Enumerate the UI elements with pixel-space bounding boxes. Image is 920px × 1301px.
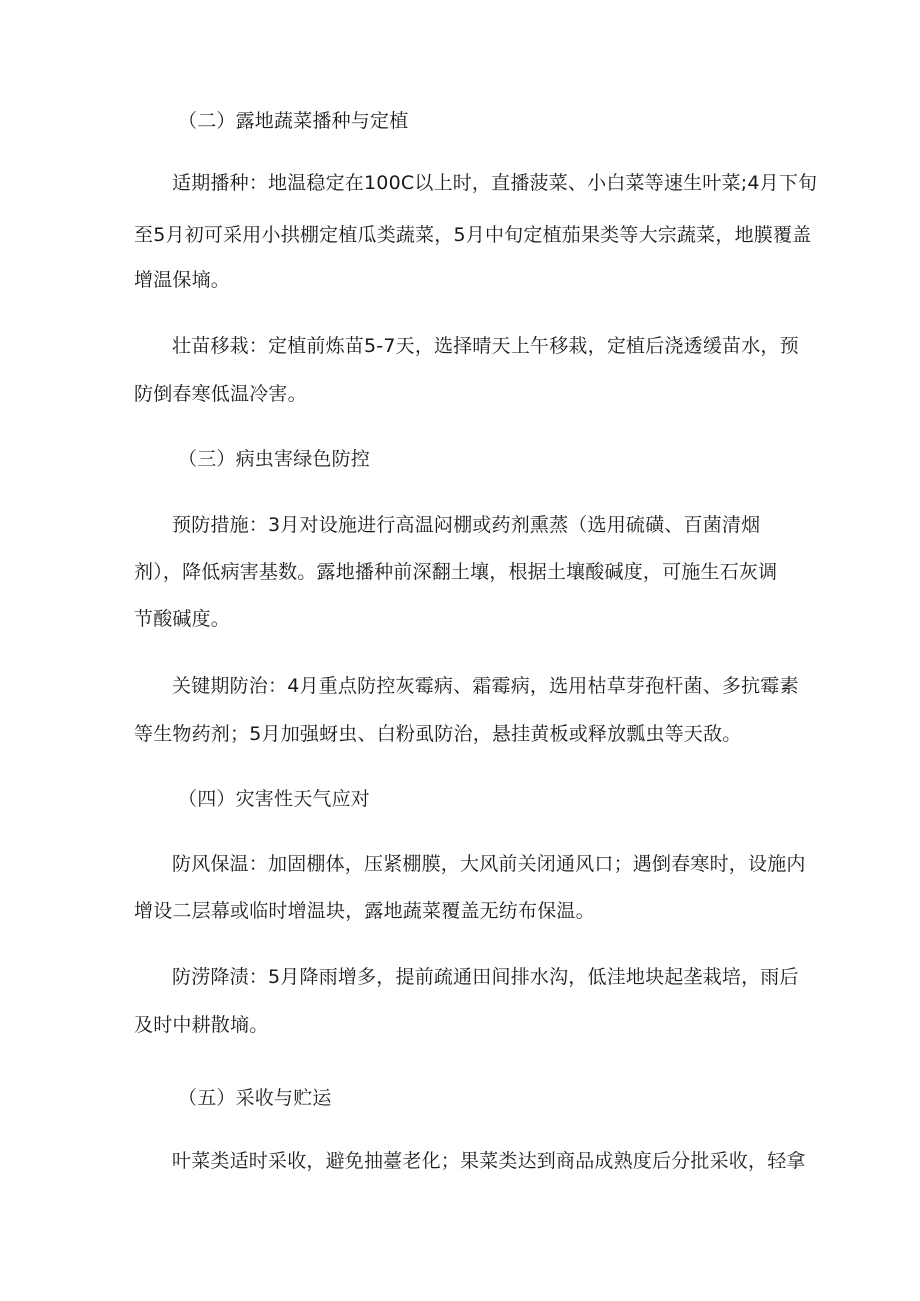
paragraph-line: 及时中耕散墒。 — [134, 1014, 269, 1036]
section-heading: （二）露地蔬菜播种与定植 — [178, 110, 409, 132]
paragraph-line: 防风保温：加固棚体，压紧棚膜，大风前关闭通风口；遇倒春寒时，设施内 — [172, 853, 806, 875]
paragraph-line: 关键期防治：4月重点防控灰霉病、霜霉病，选用枯草芽孢杆菌、多抗霉素 — [172, 675, 799, 697]
paragraph-line: 防倒春寒低温冷害。 — [134, 383, 307, 405]
paragraph-line: 叶菜类适时采收，避免抽薹老化；果菜类达到商品成熟度后分批采收，轻拿 — [172, 1150, 806, 1172]
paragraph-line: 等生物药剂；5月加强蚜虫、白粉虱防治，悬挂黄板或释放瓢虫等天敌。 — [134, 723, 742, 745]
section-heading: （四）灾害性天气应对 — [178, 788, 371, 810]
paragraph-line: 剂），降低病害基数。露地播种前深翻土壤，根据土壤酸碱度，可施生石灰调 — [134, 561, 778, 583]
section-heading: （三）病虫害绿色防控 — [178, 448, 371, 470]
paragraph-line: 增温保墒。 — [134, 269, 231, 291]
paragraph-line: 壮苗移栽：定植前炼苗5-7天，选择晴天上午移栽，定植后浇透缓苗水，预 — [172, 335, 799, 357]
paragraph-line: 节酸碱度。 — [134, 608, 231, 630]
paragraph-line: 防涝降渍：5月降雨增多，提前疏通田间排水沟，低洼地块起垄栽培，雨后 — [172, 966, 799, 988]
paragraph-line: 预防措施：3月对设施进行高温闷棚或药剂熏蒸（选用硫磺、百菌清烟 — [172, 514, 761, 536]
section-heading: （五）采收与贮运 — [178, 1087, 332, 1109]
paragraph-line: 适期播种：地温稳定在100C以上时，直播菠菜、小白菜等速生叶菜;4月下旬 — [172, 172, 818, 194]
paragraph-line: 至5月初可采用小拱棚定植瓜类蔬菜，5月中旬定植茄果类等大宗蔬菜，地膜覆盖 — [134, 224, 812, 246]
paragraph-line: 增设二层幕或临时增温块，露地蔬菜覆盖无纺布保温。 — [134, 900, 595, 922]
